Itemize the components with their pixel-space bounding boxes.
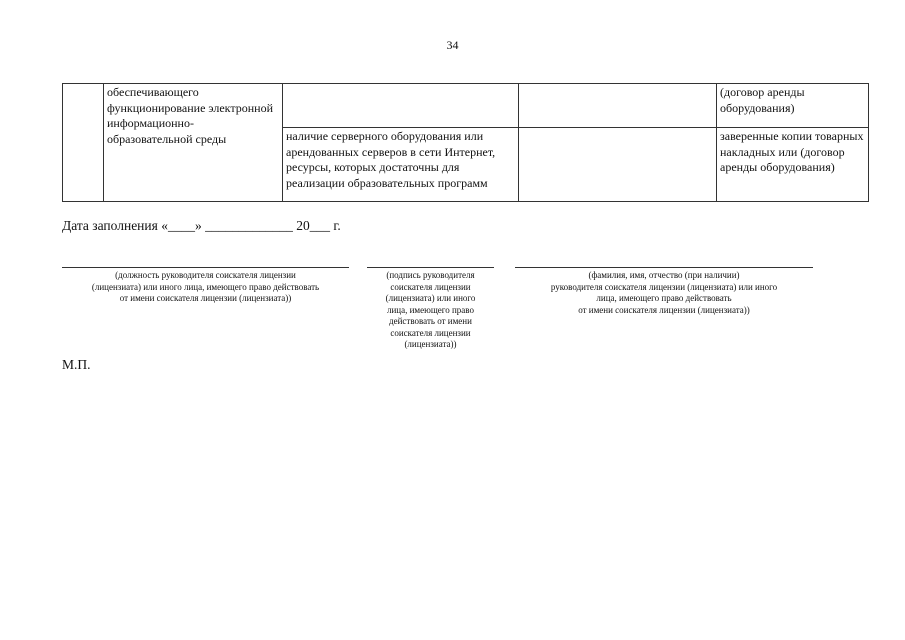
stamp-label: М.П. (62, 357, 91, 372)
table-cell-number (63, 84, 104, 202)
table-row (63, 84, 869, 128)
page-number: 34 (446, 38, 459, 52)
table-cell-documents: заверенные копии товарных накладных или (договор аренды оборудования) (717, 128, 869, 202)
table-cell-documents: (договор аренды оборудования) (717, 84, 869, 128)
fill-date-line: Дата заполнения «____» _____________ 20___ г. (62, 218, 341, 233)
name-caption: (фамилия, имя, отчество (при наличии) руководителя соискателя лицензии (лицензиата) или иного лица, имеющего право действовать от имени соискателя лицензии (лицензиата)) (550, 270, 778, 315)
requirements-table (62, 83, 869, 202)
position-signature-line (62, 267, 349, 268)
table-cell-condition: наличие серверного оборудования или арендованных серверов в сети Интернет, ресурсы, которых достаточны для реализации образовательных программ (283, 128, 519, 202)
table-cell-details (519, 128, 717, 202)
signature-line (367, 267, 494, 268)
table-cell-condition (283, 84, 519, 128)
position-caption: (должность руководителя соискателя лицензии (лицензиата) или иного лица, имеющего право действовать от имени соискателя лицензии (лицензиата)) (91, 270, 320, 303)
name-signature-line (515, 267, 813, 268)
signature-caption: (подпись руководителя соискателя лицензии (лицензиата) или иного лица, имеющего право действовать от имени соискателя лицензии (лицензиата)) (385, 270, 476, 349)
table-cell-requirement: обеспечивающего функционирование электронной информационно-образовательной среды (104, 84, 283, 202)
table-cell-details (519, 84, 717, 128)
